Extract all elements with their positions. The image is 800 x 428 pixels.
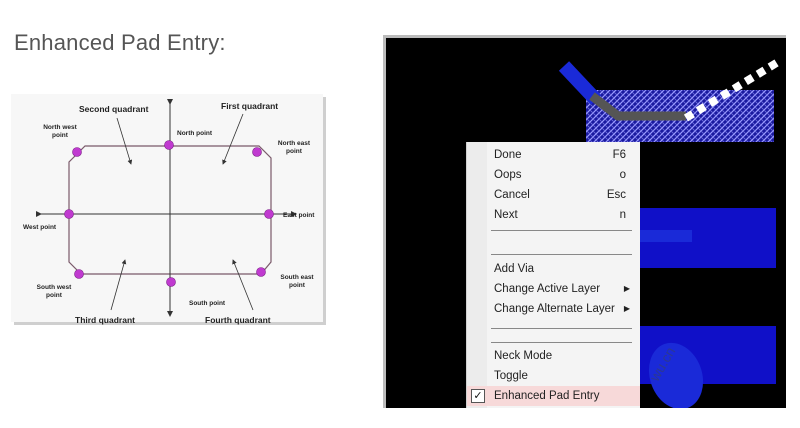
second-quadrant-arrow [117, 118, 131, 164]
menu-item-oops[interactable] [494, 166, 632, 184]
context-menu [466, 142, 640, 408]
east-point-label: East point [283, 212, 315, 219]
submenu-arrow-icon: ▶ [623, 304, 630, 313]
menu-item-label: Add Via [494, 263, 535, 275]
menu-item-label: Next [494, 209, 518, 221]
east-point-dot [265, 210, 274, 219]
menu-item-cancel[interactable] [494, 186, 632, 204]
menu-item-next[interactable] [494, 206, 632, 224]
first-quadrant-label: First quadrant [221, 101, 279, 111]
south-east-point-dot [257, 268, 266, 277]
menu-icon-strip [467, 142, 487, 408]
submenu-arrow-icon: ▶ [623, 284, 630, 293]
menu-separator [491, 254, 632, 255]
south-west-point-dot [75, 270, 84, 279]
menu-item-label: Change Alternate Layer [494, 303, 615, 315]
shortcut-label: F6 [612, 149, 626, 161]
menu-item-add-via[interactable] [494, 260, 632, 278]
checkmark-icon: ✓ [471, 389, 485, 403]
shortcut-label: Esc [606, 189, 626, 201]
south-east-point-label: South east point [280, 274, 314, 289]
menu-item-change-active-layer[interactable] [494, 280, 632, 298]
fourth-quadrant-label: Fourth quadrant [205, 315, 271, 325]
menu-item-change-alternate-layer[interactable] [494, 300, 632, 318]
north-point-dot [165, 141, 174, 150]
north-point-label: North point [177, 130, 213, 137]
menu-item-enhanced-pad-entry[interactable] [467, 386, 640, 406]
pad-entry-diagram [11, 94, 323, 325]
south-west-point-label: South west point [36, 284, 72, 299]
menu-item-label: Neck Mode [494, 350, 553, 362]
second-quadrant-label: Second quadrant [79, 104, 149, 114]
menu-item-label: Enhanced Pad Entry [494, 390, 600, 402]
menu-separator [491, 328, 632, 329]
north-west-point-dot [73, 148, 82, 157]
menu-item-label: Change Active Layer [494, 283, 601, 295]
diagonal-trace-top [564, 66, 596, 100]
watermark-text: wu.cn [646, 344, 679, 384]
menu-item-label: Oops [494, 169, 522, 181]
third-quadrant-arrow [111, 260, 125, 310]
west-point-label: West point [23, 224, 57, 231]
third-quadrant-label: Third quadrant [75, 315, 135, 325]
north-east-point-label: North east point [277, 140, 311, 155]
north-west-point-label: North west point [43, 124, 77, 139]
pcb-editor-view[interactable] [383, 35, 786, 408]
fourth-quadrant-arrow [233, 260, 253, 310]
first-quadrant-arrow [223, 114, 243, 164]
menu-item-label: Toggle [494, 370, 528, 382]
menu-separator [491, 230, 632, 231]
menu-separator [491, 342, 632, 343]
menu-item-done[interactable] [494, 146, 632, 164]
slide-title: Enhanced Pad Entry: [14, 30, 226, 55]
shortcut-label: o [619, 169, 626, 181]
south-point-dot [167, 278, 176, 287]
menu-item-label: Cancel [494, 189, 530, 201]
menu-item-label: Done [494, 149, 522, 161]
west-point-dot [65, 210, 74, 219]
south-point-label: South point [189, 300, 226, 307]
north-east-point-dot [253, 148, 262, 157]
shortcut-label: n [619, 209, 626, 221]
menu-item-toggle[interactable] [494, 367, 632, 385]
menu-item-neck-mode[interactable] [494, 347, 632, 365]
